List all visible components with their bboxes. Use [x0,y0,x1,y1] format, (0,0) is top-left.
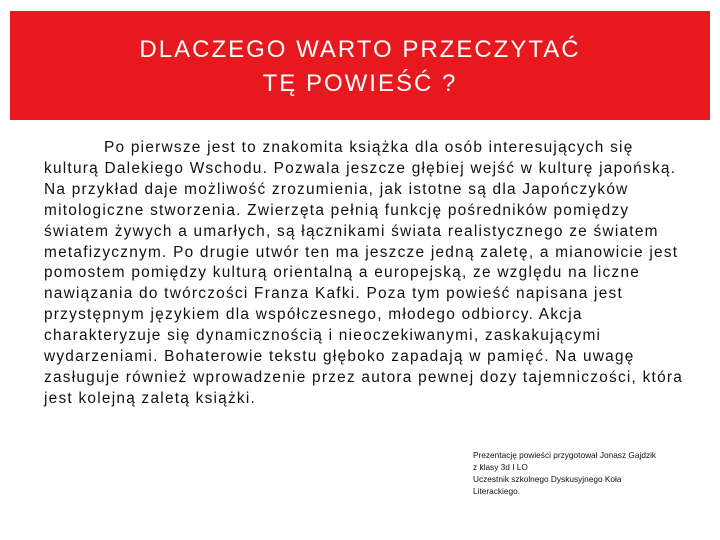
slide-title [139,33,580,101]
body-paragraph: Po pierwsze jest to znakomita książka dla osób interesujących się kulturą Dalekiego Wschodu. Pozwala jeszcze głębiej wejść w kulturę japońską. Na przykład daje możliwość zrozumienia, jak istotne są dla Japończyków mitologiczne stworzenia. Zwierzęta pełnią funkcję pośredników pomiędzy światem żywych a umarłych, są łącznikami świata realistycznego ze światem metafizycznym. Po drugie utwór ten ma jeszcze jedną zaletę, a mianowicie jest pomostem pomiędzy kulturą orientalną a europejską, ze względu na liczne nawiązania do twórczości Franza Kafki. Poza tym powieść napisana jest przystępnym językiem dla współczesnego, młodego odbiorcy. Akcja charakteryzuje się dynamicznością i nieoczekiwanymi, zaskakującymi wydarzeniami. Bohaterowie tekstu głęboko zapadają w pamięć. Na uwagę zasługuje również wprowadzenie przez autora pewnej dozy tajemniczości, która jest kolejną zaletą książki. [44,139,684,407]
author-note-line-4: Literackiego. [473,486,521,496]
author-note [473,449,703,497]
author-note-line-2: z klasy 3d I LO [473,462,528,472]
slide-title-line-1: DLACZEGO WARTO PRZECZYTAĆ [139,35,581,63]
author-note-line-3: Uczestnik szkolnego Dyskusyjnego Koła [473,474,622,484]
author-note-line-1: Prezentację powieści przygotował Jonasz Gajdzik [473,450,657,460]
slide-title-line-2: TĘ POWIEŚĆ ? [262,69,458,97]
body-paragraph-block [44,138,684,410]
title-band [10,11,710,120]
